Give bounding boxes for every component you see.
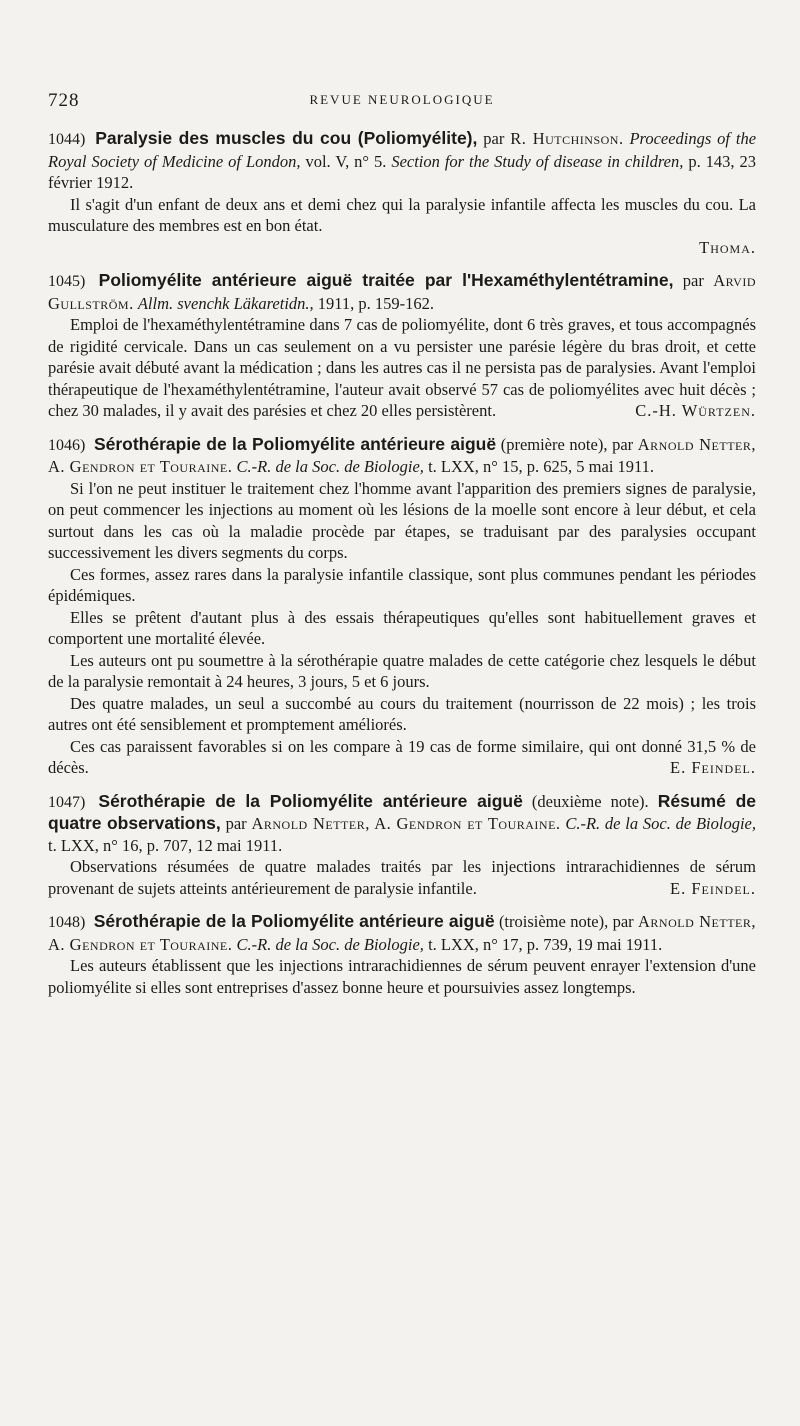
entry-1044	[48, 128, 756, 258]
entry-paragraph-text: Ces cas paraissent favorables si on les compare à 19 cas de forme similaire, qui ont donné 31,5 % de décès.	[48, 736, 756, 777]
entry-details-2: p. 143, 23 février 1912.	[48, 151, 756, 192]
entry-authors: Arvid Gullström.	[48, 271, 756, 313]
entry-by: par	[612, 912, 634, 931]
entry-source: C.-R. de la Soc. de Biologie,	[565, 814, 757, 833]
entry-authors: Arnold Netter, A. Gendron et Touraine.	[48, 912, 756, 954]
entry-signature: E. Feindel.	[670, 878, 756, 898]
entry-title: Paralysie des muscles du cou (Poliomyélite),	[95, 128, 478, 148]
entry-paragraph-text: Observations résumées de quatre malades traités par les injections intrarachidiennes de sérum provenant de sujets atteints antérieurement de paralysie infantile.	[48, 857, 756, 898]
entry-details: t. LXX, n° 16, p. 707, 12 mai 1911.	[48, 835, 283, 855]
entry-authors: Arnold Netter, A. Gendron et Touraine.	[48, 434, 756, 476]
entry-source-2: Section for the Study of disease in children,	[391, 151, 684, 171]
entry-1047	[48, 791, 756, 900]
entry-note: (première note),	[500, 434, 608, 454]
entry-paragraph	[48, 314, 756, 422]
entry-source: C.-R. de la Soc. de Biologie,	[236, 457, 424, 476]
entry-details: t. LXX, n° 15, p. 625, 5 mai 1911.	[428, 457, 655, 476]
entry-subtitle: Résumé de quatre observations,	[48, 790, 757, 833]
entry-by: par	[612, 434, 634, 454]
entry-paragraph-text: Emploi de l'hexaméthylentétramine dans 7 cas de poliomyélite, dont 6 très graves, et tous accompagnés de rigidité cervicale. Dans un cas seulement on a vu persister une parésie légère du bras droit, et cette parésie avait débuté avant la médication ; dans les autres cas il ne persista pas de paralysies. Avant l'emploi thérapeutique de l'hexaméthylentétramine, l'auteur avait observé 57 cas de poliomyélites avec huit décès ; chez 30 malades, il y avait des parésies et chez 20 elles persistèrent.	[48, 315, 756, 420]
entry-signature: C.-H. Würtzen.	[635, 401, 756, 420]
entry-heading	[48, 270, 756, 314]
entry-paragraph: Elles se prêtent d'autant plus à des essais thérapeutiques qu'elles sont habituellement graves et comportent une mortalité élevée.	[48, 607, 756, 648]
entry-number: 1048)	[48, 914, 86, 931]
running-head	[48, 90, 756, 112]
entry-by: par	[682, 271, 704, 290]
entry-number: 1046)	[48, 436, 86, 454]
entry-by: par	[225, 814, 247, 833]
entry-source: Allm. svenchk Läkaretidn.,	[137, 293, 314, 313]
entry-paragraph: Les auteurs ont pu soumettre à la sérothérapie quatre malades de cette catégorie chez lesquels le début de la paralysie remontait à 24 heures, 3 jours, 5 et 6 jours.	[48, 650, 756, 691]
entry-number: 1047)	[48, 793, 86, 811]
entry-by: par	[483, 129, 505, 148]
entry-signature: Thoma.	[699, 237, 756, 257]
entry-paragraph: Des quatre malades, un seul a succombé au cours du traitement (nourrisson de 22 mois) ; les trois autres ont été sensiblement et promptement améliorés.	[48, 693, 756, 734]
entry-details: vol. V, n° 5.	[305, 151, 387, 171]
entry-title: Sérothérapie de la Poliomyélite antérieure aiguë	[93, 911, 495, 931]
entry-title: Sérothérapie de la Poliomyélite antérieure aiguë	[98, 790, 523, 811]
entry-details: 1911, p. 159-162.	[317, 293, 435, 313]
entry-heading	[48, 434, 756, 478]
article-column	[48, 128, 756, 1010]
entry-1045	[48, 270, 756, 422]
entry-paragraph	[48, 856, 756, 899]
entry-number: 1045)	[48, 273, 86, 290]
entry-note: (deuxième note).	[531, 791, 649, 811]
entry-1046	[48, 434, 756, 779]
entry-heading	[48, 791, 756, 857]
entry-paragraph: Il s'agit d'un enfant de deux ans et demi chez qui la paralysie infantile affecta les muscles du cou. La musculature des membres est en bon état.	[48, 194, 756, 235]
entry-paragraph: Si l'on ne peut instituer le traitement chez l'homme avant l'apparition des premiers signes de paralysie, on peut commencer les injections au moment où les lésions de la moelle sont encore à leur début, et cela surtout dans les cas où la maladie procède par étapes, se traduisant par des paralysies occupant successivement les divers segments du corps.	[48, 478, 756, 562]
entry-details: t. LXX, n° 17, p. 739, 19 mai 1911.	[428, 934, 663, 954]
entry-source: Proceedings of the Royal Society of Medicine of London,	[48, 129, 757, 171]
entry-source: C.-R. de la Soc. de Biologie,	[236, 934, 424, 954]
entry-heading	[48, 128, 756, 194]
entry-title: Poliomyélite antérieure aiguë traitée par l'Hexaméthylentétramine,	[98, 270, 674, 290]
entry-heading	[48, 911, 756, 955]
entry-note: (troisième note),	[498, 912, 609, 931]
entry-signature: E. Feindel.	[670, 758, 756, 777]
entry-number: 1044)	[48, 131, 86, 148]
entry-1048	[48, 911, 756, 998]
entry-authors: Arnold Netter, A. Gendron et Touraine.	[251, 814, 561, 833]
page-number: 728	[48, 90, 80, 111]
entry-paragraph: Les auteurs établissent que les injections intrarachidiennes de sérum peuvent enrayer l'extension d'une poliomyélite si elles sont entreprises d'assez bonne heure et poursuivies assez longtemps.	[48, 956, 756, 997]
entry-title: Sérothérapie de la Poliomyélite antérieure aiguë	[93, 433, 497, 454]
entry-paragraph	[48, 736, 756, 779]
journal-title: REVUE NEUROLOGIQUE	[309, 92, 495, 107]
entry-authors: R. Hutchinson.	[510, 129, 624, 148]
entry-paragraph: Ces formes, assez rares dans la paralysie infantile classique, sont plus communes pendant les périodes épidémiques.	[48, 564, 756, 605]
